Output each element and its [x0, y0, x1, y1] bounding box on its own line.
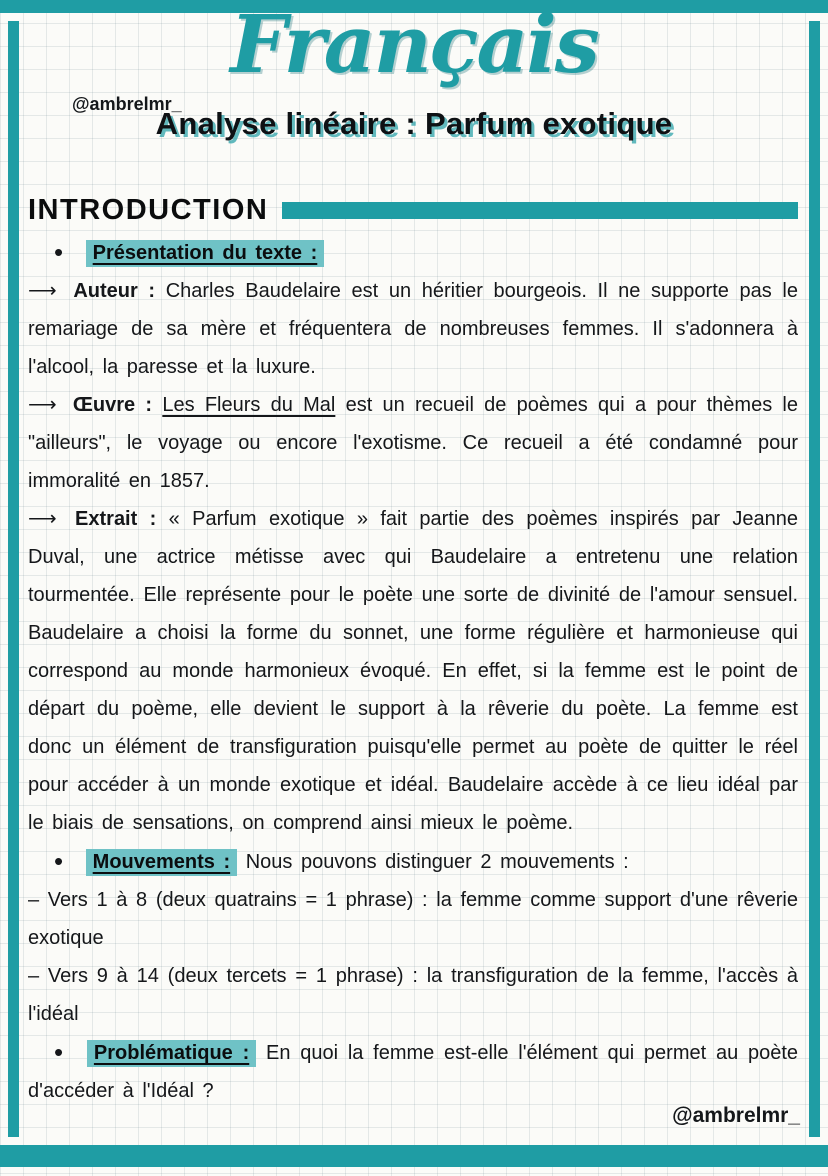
- introduction-heading: INTRODUCTION: [28, 194, 269, 226]
- heading-accent-bar: [282, 202, 798, 219]
- oeuvre-work-title: Les Fleurs du Mal: [162, 394, 336, 416]
- arrow-icon: ⟶: [28, 280, 57, 302]
- bullet-icon: •: [54, 1037, 64, 1067]
- bullet-icon: •: [54, 846, 64, 876]
- page-title: Français: [230, 0, 598, 91]
- paragraph-extrait: [28, 500, 798, 842]
- extrait-text: « Parfum exotique » fait partie des poèmes inspirés par Jeanne Duval, une actrice métisse avec qui Baudelaire a entretenu une relation tourmentée. Elle représente pour le poète une sorte de divinité de l'amour sensuel. Baudelaire a choisi la forme du sonnet, une forme régulière et harmonieuse qui correspond au monde harmonieux évoqué. En effet, si la femme est le point de départ du poème, elle devient le support à la rêverie du poète. La femme est donc un élément de transfiguration puisqu'elle permet au poète de quitter le réel pour accéder à un monde exotique et idéal. Baudelaire accède à ce lieu idéal par le biais de sensations, on comprend ainsi mieux le poème.: [28, 508, 799, 834]
- auteur-text: Charles Baudelaire est un héritier bourgeois. Il ne supporte pas le remariage de sa mère et fréquentera de nombreuses femmes. Il s'adonnera à l'alcool, la paresse et la luxure.: [28, 280, 798, 378]
- bullet-icon: •: [54, 237, 64, 267]
- mouvements-text: Nous pouvons distinguer 2 mouvements :: [245, 851, 629, 873]
- problematique-text: En quoi la femme est-elle l'élément qui permet au poète d'accéder à l'Idéal ?: [28, 1042, 799, 1102]
- author-handle-bottom: @ambrelmr_: [672, 1104, 800, 1127]
- border-bar-bottom: [0, 1145, 828, 1167]
- mouvements-heading-line: [28, 842, 798, 881]
- mouvement-item-1: – Vers 1 à 8 (deux quatrains = 1 phrase) : la femme comme support d'une rêverie exotique: [28, 889, 798, 949]
- page-subtitle: Analyse linéaire : Parfum exotique: [155, 106, 673, 141]
- mouvements-label: Mouvements :: [86, 849, 237, 876]
- border-bar-left: [8, 21, 19, 1137]
- introduction-heading-row: [28, 194, 798, 227]
- author-handle-top: @ambrelmr_: [72, 94, 182, 114]
- presentation-label: Présentation du texte :: [86, 240, 325, 267]
- content-area: [28, 0, 798, 1110]
- oeuvre-label: Œuvre :: [72, 394, 153, 416]
- arrow-icon: ⟶: [28, 394, 57, 416]
- paragraph-oeuvre: [28, 386, 798, 500]
- paragraph-auteur: [28, 272, 798, 386]
- oeuvre-text: est un recueil de poèmes qui a pour thèmes le "ailleurs", le voyage ou encore l'exotisme. Ce recueil a été condamné pour immoralité en 1857.: [28, 394, 798, 492]
- extrait-label: Extrait :: [75, 508, 157, 530]
- presentation-heading-line: [28, 233, 798, 272]
- arrow-icon: ⟶: [28, 508, 57, 530]
- auteur-label: Auteur :: [73, 280, 156, 302]
- border-bar-right: [809, 21, 820, 1137]
- problematique-line: [28, 1033, 798, 1110]
- problematique-label: Problématique :: [87, 1040, 256, 1067]
- mouvement-item-2: – Vers 9 à 14 (deux tercets = 1 phrase) : la transfiguration de la femme, l'accès à l'idéal: [28, 965, 798, 1025]
